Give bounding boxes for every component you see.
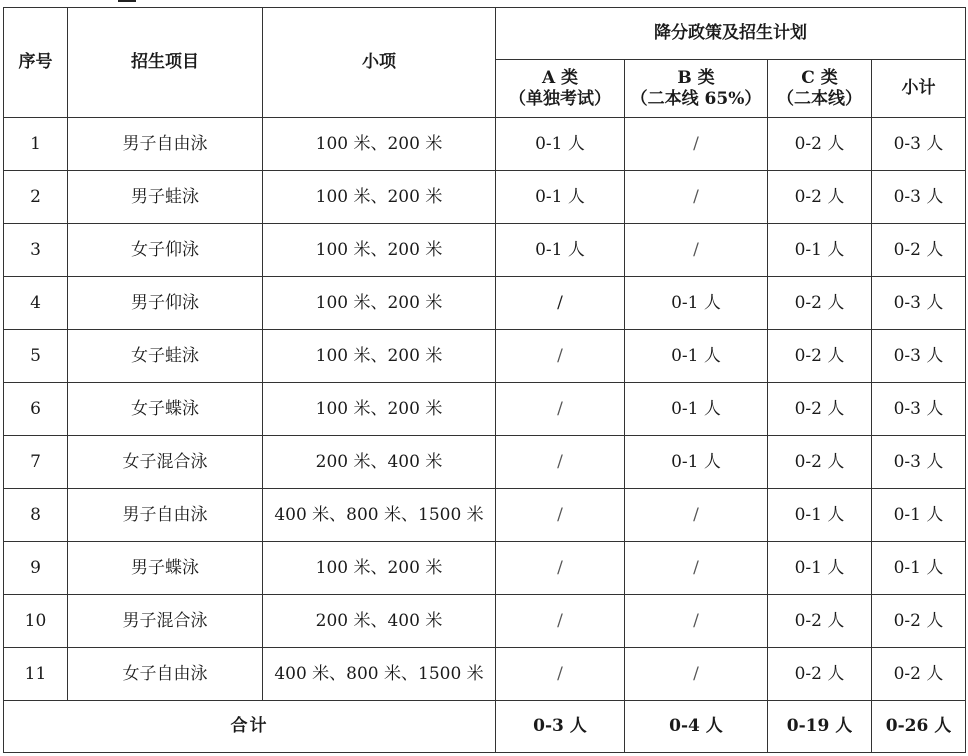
cell-project: 男子蛙泳 (68, 171, 263, 224)
cell-class-b: 0-1 人 (625, 277, 768, 330)
table-row (4, 277, 966, 330)
header-class-a (496, 60, 625, 118)
cell-class-b: / (625, 118, 768, 171)
cell-subtotal: 0-3 人 (872, 330, 966, 383)
cell-no: 4 (4, 277, 68, 330)
cell-project: 女子仰泳 (68, 224, 263, 277)
table-row (4, 171, 966, 224)
cell-subtotal: 0-2 人 (872, 595, 966, 648)
cell-no: 5 (4, 330, 68, 383)
table-row (4, 383, 966, 436)
cell-subtotal: 0-3 人 (872, 118, 966, 171)
table-row (4, 489, 966, 542)
cell-class-b: 0-1 人 (625, 383, 768, 436)
cell-subtotal: 0-3 人 (872, 383, 966, 436)
cell-class-b: / (625, 171, 768, 224)
cell-no: 9 (4, 542, 68, 595)
cell-class-c: 0-1 人 (768, 489, 872, 542)
cell-no: 11 (4, 648, 68, 701)
cell-class-c: 0-1 人 (768, 224, 872, 277)
cell-class-b: / (625, 595, 768, 648)
cell-class-a: / (496, 383, 625, 436)
cell-items: 100 米、200 米 (263, 224, 496, 277)
total-row (4, 701, 966, 753)
cell-subtotal: 0-3 人 (872, 171, 966, 224)
cell-items: 100 米、200 米 (263, 542, 496, 595)
cell-class-a: 0-1 人 (496, 171, 625, 224)
table-row (4, 118, 966, 171)
header-project: 招生项目 (68, 8, 263, 118)
cell-class-b: 0-1 人 (625, 436, 768, 489)
table-row (4, 595, 966, 648)
cell-class-a: / (496, 595, 625, 648)
cell-class-b: 0-1 人 (625, 330, 768, 383)
cell-no: 1 (4, 118, 68, 171)
header-class-c (768, 60, 872, 118)
total-class-b: 0-4 人 (625, 701, 768, 753)
cell-project: 男子蝶泳 (68, 542, 263, 595)
cell-no: 10 (4, 595, 68, 648)
cell-no: 8 (4, 489, 68, 542)
cell-no: 7 (4, 436, 68, 489)
cell-class-b: / (625, 542, 768, 595)
cell-project: 女子混合泳 (68, 436, 263, 489)
header-class-a-note: （单独考试） (509, 88, 611, 109)
header-subitem: 小项 (263, 8, 496, 118)
cell-class-a: / (496, 489, 625, 542)
cell-no: 6 (4, 383, 68, 436)
cell-items: 200 米、400 米 (263, 595, 496, 648)
header-seq: 序号 (4, 8, 68, 118)
cell-class-a: / (496, 277, 625, 330)
cell-subtotal: 0-3 人 (872, 277, 966, 330)
header-policy-group: 降分政策及招生计划 (496, 8, 966, 60)
header-subtotal: 小计 (872, 60, 966, 118)
cell-class-c: 0-2 人 (768, 171, 872, 224)
cell-project: 男子混合泳 (68, 595, 263, 648)
cell-class-a: 0-1 人 (496, 118, 625, 171)
cell-project: 女子蛙泳 (68, 330, 263, 383)
cell-subtotal: 0-2 人 (872, 648, 966, 701)
cell-no: 2 (4, 171, 68, 224)
cell-project: 女子自由泳 (68, 648, 263, 701)
table-row (4, 330, 966, 383)
cell-class-c: 0-2 人 (768, 436, 872, 489)
cell-items: 100 米、200 米 (263, 118, 496, 171)
cell-class-c: 0-2 人 (768, 277, 872, 330)
total-subtotal: 0-26 人 (872, 701, 966, 753)
cell-class-a: / (496, 542, 625, 595)
cell-class-c: 0-2 人 (768, 118, 872, 171)
cell-class-a: / (496, 330, 625, 383)
table-row (4, 648, 966, 701)
cell-items: 200 米、400 米 (263, 436, 496, 489)
cell-items: 100 米、200 米 (263, 383, 496, 436)
cell-subtotal: 0-1 人 (872, 489, 966, 542)
cell-items: 100 米、200 米 (263, 171, 496, 224)
cell-subtotal: 0-1 人 (872, 542, 966, 595)
cell-class-b: / (625, 224, 768, 277)
total-label: 合计 (4, 701, 496, 753)
cell-class-a: / (496, 436, 625, 489)
header-class-b-note: （二本线 65%） (630, 88, 762, 109)
cell-class-b: / (625, 489, 768, 542)
top-edge-line (118, 0, 136, 4)
cell-project: 女子蝶泳 (68, 383, 263, 436)
cell-project: 男子自由泳 (68, 118, 263, 171)
cell-class-c: 0-2 人 (768, 648, 872, 701)
header-row-1 (4, 8, 966, 60)
table-row (4, 542, 966, 595)
cell-subtotal: 0-3 人 (872, 436, 966, 489)
cell-class-c: 0-2 人 (768, 330, 872, 383)
cell-class-c: 0-2 人 (768, 595, 872, 648)
total-class-c: 0-19 人 (768, 701, 872, 753)
cell-class-a: / (496, 648, 625, 701)
cell-project: 男子自由泳 (68, 489, 263, 542)
cell-subtotal: 0-2 人 (872, 224, 966, 277)
header-class-b (625, 60, 768, 118)
cell-items: 100 米、200 米 (263, 330, 496, 383)
header-class-a-title: A 类 (541, 68, 579, 89)
cell-items: 100 米、200 米 (263, 277, 496, 330)
table-row (4, 224, 966, 277)
cell-project: 男子仰泳 (68, 277, 263, 330)
total-class-a: 0-3 人 (496, 701, 625, 753)
enrollment-plan-table (3, 7, 966, 753)
cell-items: 400 米、800 米、1500 米 (263, 648, 496, 701)
header-class-c-note: （二本线） (777, 88, 862, 109)
cell-class-c: 0-2 人 (768, 383, 872, 436)
cell-class-a: 0-1 人 (496, 224, 625, 277)
cell-no: 3 (4, 224, 68, 277)
header-class-c-title: C 类 (801, 68, 838, 89)
cell-class-c: 0-1 人 (768, 542, 872, 595)
cell-items: 400 米、800 米、1500 米 (263, 489, 496, 542)
header-class-b-title: B 类 (677, 68, 715, 89)
table-row (4, 436, 966, 489)
cell-class-b: / (625, 648, 768, 701)
